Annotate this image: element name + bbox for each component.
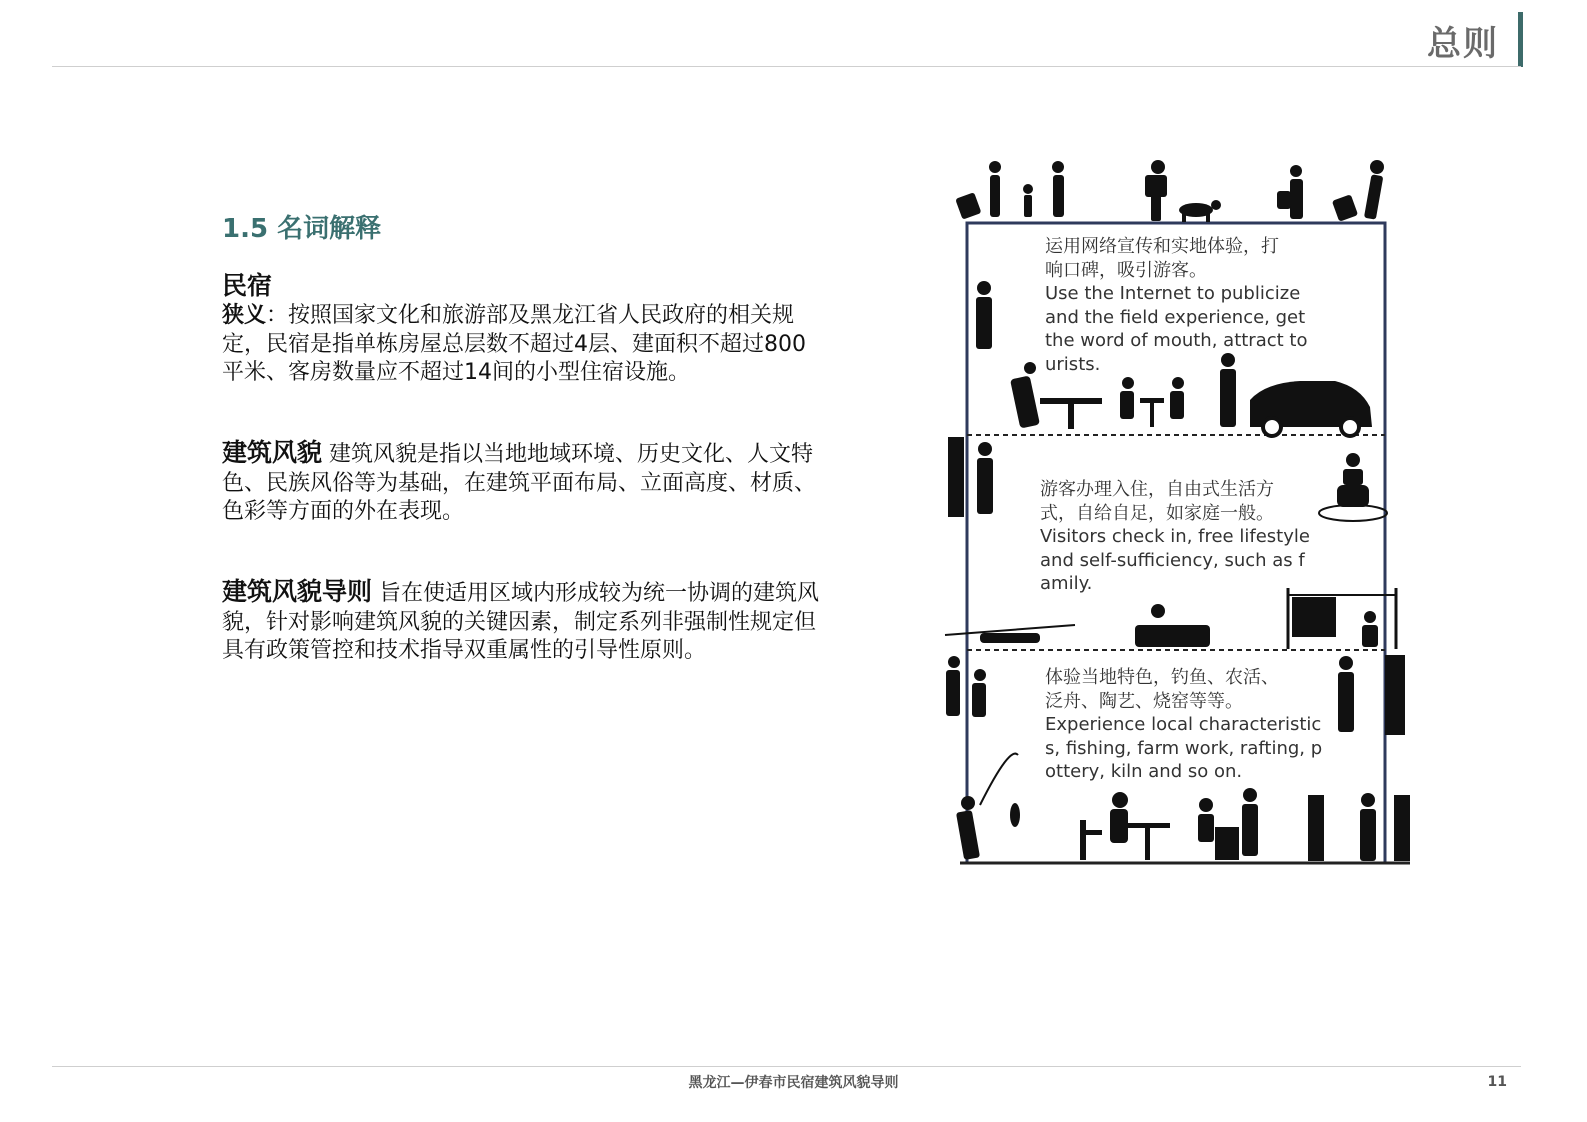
child-icon (1023, 184, 1033, 194)
stove-icon (948, 437, 964, 517)
footer-divider (52, 1066, 1521, 1067)
narrow-text: ：按照国家文化和旅游部及黑龙江省人民政府的相关规定，民宿是指单栋房屋总层数不超过4层、建面积不超过800平米、客房数量应不超过14间的小型住宿设施。 (222, 303, 806, 385)
person-icon (1290, 165, 1302, 177)
arch-guide-definition (222, 578, 822, 666)
person-icon (1112, 792, 1128, 808)
fishing-rod-icon (980, 754, 1018, 805)
person-icon (1346, 453, 1360, 467)
minsu-narrow-definition (222, 302, 822, 388)
person-icon (1243, 788, 1257, 802)
shelf-icon (1385, 655, 1405, 735)
person-icon (989, 161, 1001, 173)
person-icon (948, 656, 960, 668)
person-icon (974, 669, 986, 681)
section-heading: 1.5 名词解释 (222, 214, 382, 244)
person-icon (1364, 611, 1376, 623)
shelf-icon (1308, 795, 1324, 861)
person-icon (1172, 377, 1184, 389)
hammock-person-icon (980, 633, 1040, 643)
table-icon (1040, 398, 1102, 404)
suitcase-icon (955, 192, 981, 220)
pottery-wheel-icon (1215, 827, 1239, 860)
person-icon (1361, 793, 1375, 807)
person-icon (978, 442, 992, 456)
person-icon (977, 281, 991, 295)
page-number: 11 (1487, 1074, 1507, 1090)
minsu-definition (222, 266, 822, 388)
sofa-icon (1135, 625, 1210, 647)
person-icon (1151, 604, 1165, 618)
arch-guide-term: 建筑风貌导则 (222, 577, 373, 606)
arch-guide-text: 旨在使适用区域内形成较为统一协调的建筑风貌，针对影响建筑风貌的关键因素，制定系列非强制性规定但具有政策管控和技术指导双重属性的引导性原则。 (222, 581, 820, 663)
minsu-term: 民宿 (222, 271, 273, 300)
desk-icon (1128, 823, 1170, 828)
panel-text-promotion: 运用网络宣传和实地体验，打 响口碑，吸引游客。 Use the Internet to publicize and the field experience, get the word of mouth, attract to urists. (1045, 236, 1308, 375)
arch-style-definition (222, 439, 822, 527)
page-header-title: 总则 (1427, 24, 1499, 64)
header-accent-bar (1518, 12, 1523, 67)
header-divider (52, 66, 1521, 67)
panel-text-experience: 体验当地特色，钓鱼、农活、 泛舟、陶艺、烧窑等等。 Experience local characteristic s, fishing, farm work, rafting, p ottery, kiln and so on. (1045, 667, 1323, 782)
person-icon (1339, 656, 1353, 670)
fish-icon (1010, 803, 1020, 827)
panel-text-checkin: 游客办理入住，自由式生活方 式，自给自足，如家庭一般。 Visitors check in, free lifestyle and self-sufficiency, such as f amily. (1040, 479, 1310, 594)
water-ring-icon (1319, 505, 1387, 521)
footer-title: 黑龙江—伊春市民宿建筑风貌导则 (688, 1075, 899, 1091)
arch-style-text: 建筑风貌是指以当地地域环境、历史文化、人文特色、民族风俗等为基础，在建筑平面布局、立面高度、材质、色彩等方面的外在表现。 (222, 442, 817, 524)
person-icon (961, 796, 975, 810)
person-icon (1199, 798, 1213, 812)
person-icon (1024, 362, 1036, 374)
narrow-label: 狭义 (222, 303, 267, 328)
chair-icon (1080, 820, 1086, 860)
person-icon (1052, 161, 1064, 173)
laundry-icon (1292, 597, 1336, 637)
homestay-illustration (940, 155, 1430, 875)
person-icon (1370, 160, 1384, 174)
person-icon (1151, 160, 1165, 174)
arch-style-term: 建筑风貌 (222, 438, 323, 467)
person-icon (1122, 377, 1134, 389)
